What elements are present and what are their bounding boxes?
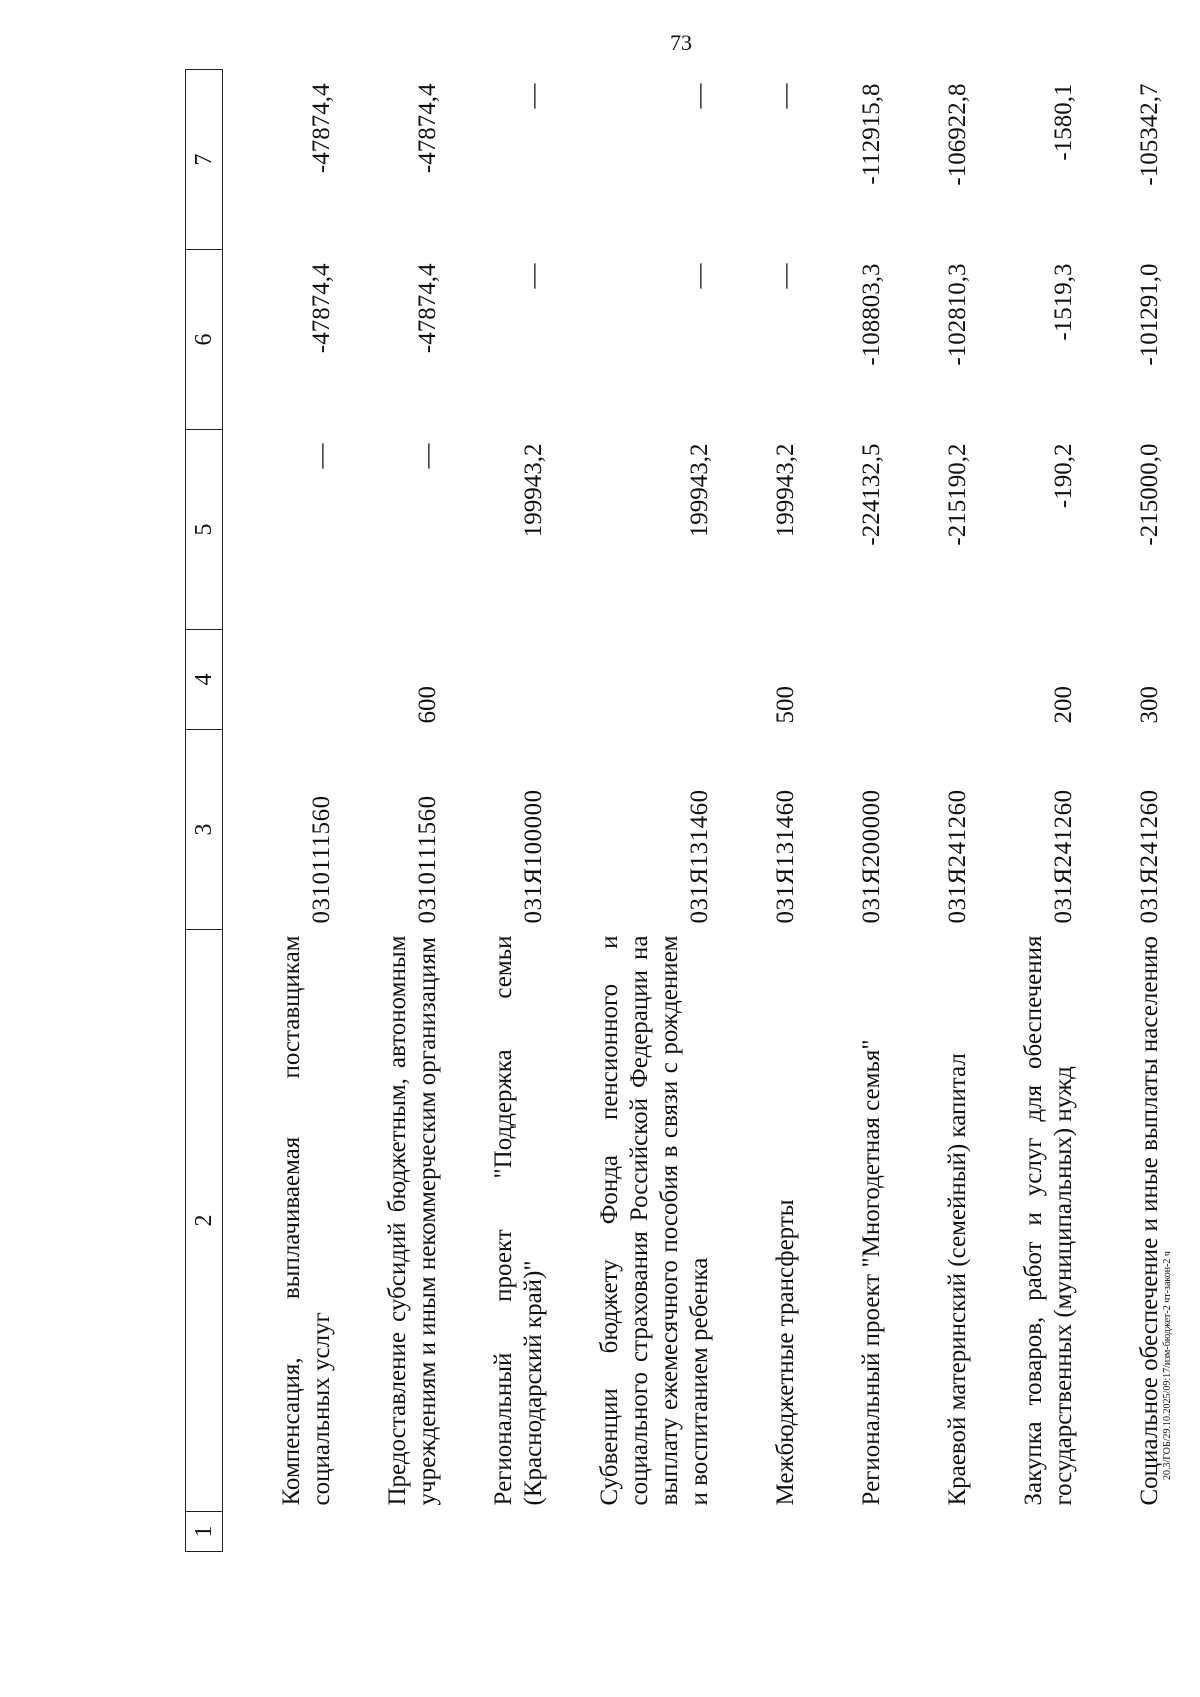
row-value-col6: -1519,3 xyxy=(1050,263,1077,341)
row-value-col7: -105342,7 xyxy=(1136,83,1163,186)
row-value-col5: — xyxy=(414,443,441,469)
row-value-col5: -215190,2 xyxy=(944,443,971,546)
row-value-col7: -106922,8 xyxy=(944,83,971,186)
row-code: 031Я131460 xyxy=(772,789,799,924)
header-col-5: 5 xyxy=(186,430,223,630)
row-name: Социальное обеспечение и иные выплаты населению xyxy=(1136,936,1163,1506)
row-value-col7: — xyxy=(520,83,547,109)
row-name: Субвенции бюджету Фонда пенсионного и социального страхования Российской Федерации на выплату ежемесячного пособия в связи с рождением и воспитанием ребенка xyxy=(596,935,713,1506)
row-name: Предоставление субсидий бюджетным, автономным учреждениям и иным некоммерческим организациям xyxy=(384,935,441,1506)
table-row xyxy=(985,70,1091,1552)
row-index xyxy=(813,1512,899,1552)
header-col-2: 2 xyxy=(186,930,223,1512)
row-expense-type xyxy=(561,630,727,730)
row-value-col5: -224132,5 xyxy=(858,443,885,546)
row-value-col6: — xyxy=(772,263,799,289)
row-value-col7: -1580,1 xyxy=(1050,83,1077,161)
page-number: 73 xyxy=(670,30,692,55)
footer-code-text: 20.3/ГОБ/29.10.2025/09:17/изм-бюджет-2 чт-закон-2 ч xyxy=(1162,1251,1173,1480)
row-index xyxy=(455,1512,561,1552)
table-row xyxy=(727,70,813,1552)
table-row xyxy=(455,70,561,1552)
row-value-col6: -47874,4 xyxy=(414,263,441,354)
row-value-col5: -190,2 xyxy=(1050,443,1077,509)
budget-table xyxy=(185,69,1177,1552)
table-row xyxy=(349,70,455,1552)
document-footer-code xyxy=(1162,1251,1174,1490)
row-code: 0310111560 xyxy=(414,795,441,924)
row-expense-type: 300 xyxy=(1136,686,1163,724)
row-code: 031Я131460 xyxy=(686,789,713,924)
row-index xyxy=(561,1512,727,1552)
row-value-col6: -108803,3 xyxy=(858,263,885,366)
row-value-col7: -47874,4 xyxy=(414,83,441,174)
row-expense-type: 200 xyxy=(1050,686,1077,724)
header-col-1: 1 xyxy=(186,1512,223,1552)
row-code: 031Я241260 xyxy=(1136,789,1163,924)
row-index xyxy=(349,1512,455,1552)
row-code: 031Я100000 xyxy=(520,789,547,924)
row-expense-type xyxy=(813,630,899,730)
row-index xyxy=(899,1512,985,1552)
row-value-col5: 199943,2 xyxy=(520,443,547,538)
row-name: Региональный проект "Многодетная семья" xyxy=(858,1039,885,1506)
row-value-col7: — xyxy=(686,83,713,109)
table-row xyxy=(223,70,350,1552)
row-index xyxy=(727,1512,813,1552)
row-index xyxy=(985,1512,1091,1552)
rotated-table-container xyxy=(185,70,1163,1552)
row-value-col6: -102810,3 xyxy=(944,263,971,366)
row-value-col6: — xyxy=(686,263,713,289)
row-expense-type: 500 xyxy=(772,686,799,724)
row-name: Закупка товаров, работ и услуг для обеспечения государственных (муниципальных) нужд xyxy=(1020,935,1077,1506)
row-value-col5: 199943,2 xyxy=(686,443,713,538)
row-name: Краевой материнский (семейный) капитал xyxy=(944,1053,971,1506)
row-value-col5: -215000,0 xyxy=(1136,443,1163,546)
row-expense-type: 600 xyxy=(414,686,441,724)
header-col-6: 6 xyxy=(186,250,223,430)
row-name: Компенсация, выплачиваемая поставщикам социальных услуг xyxy=(278,935,335,1506)
table-row xyxy=(561,70,727,1552)
row-value-col7: -112915,8 xyxy=(858,83,885,185)
header-col-4: 4 xyxy=(186,630,223,730)
row-value-col5: 199943,2 xyxy=(772,443,799,538)
row-name: Межбюджетные трансферты xyxy=(772,1199,799,1506)
row-code: 031Я241260 xyxy=(1050,789,1077,924)
row-code: 031Я200000 xyxy=(858,789,885,924)
row-index xyxy=(223,1512,350,1552)
row-value-col7: — xyxy=(772,83,799,109)
header-col-3: 3 xyxy=(186,730,223,930)
row-expense-type xyxy=(899,630,985,730)
row-name: Региональный проект "Поддержка семьи (Краснодарский край)" xyxy=(490,935,547,1506)
row-expense-type xyxy=(455,630,561,730)
table-row xyxy=(899,70,985,1552)
row-value-col6: -47874,4 xyxy=(308,263,335,354)
row-index xyxy=(1091,1512,1177,1552)
row-code: 0310111560 xyxy=(308,795,335,924)
row-value-col7: -47874,4 xyxy=(308,83,335,174)
header-col-7: 7 xyxy=(186,70,223,250)
row-expense-type xyxy=(223,630,350,730)
row-value-col5: — xyxy=(308,443,335,469)
row-value-col6: -101291,0 xyxy=(1136,263,1163,366)
row-code: 031Я241260 xyxy=(944,789,971,924)
row-value-col6: — xyxy=(520,263,547,289)
table-header-row xyxy=(186,70,223,1552)
table-row xyxy=(813,70,899,1552)
